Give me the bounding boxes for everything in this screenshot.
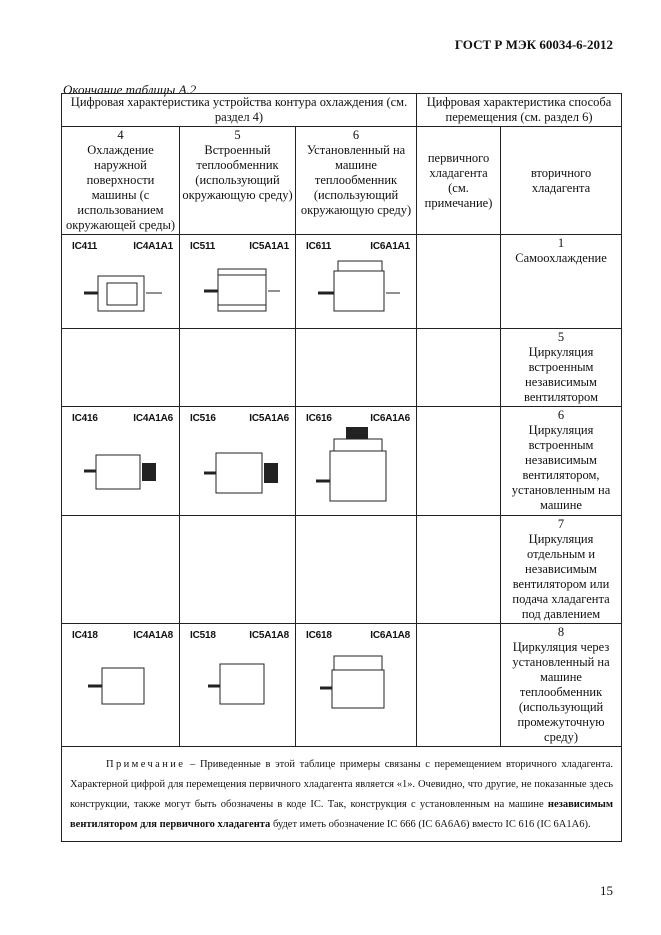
- machine-diagram-icon: [296, 407, 417, 515]
- machine-diagram-icon: [62, 407, 180, 515]
- machine-diagram-icon: [180, 235, 296, 328]
- col-header-secondary: вторичного хладагента: [501, 127, 622, 235]
- cooling-code-table: [61, 93, 622, 842]
- movement-cell: 1 Самоохлаждение: [501, 235, 622, 329]
- table-row: [62, 516, 622, 624]
- note-row: Примечание – Приведенные в этой таблице примеры связаны с перемещением вторичного хладагента. Характерной цифрой для перемещения первичного хладагента является «1». Очевидно, что другие, не показанные здесь конструкции, также могут быть обозначены в коде IC. Так, конструкция с установленным на машине независимым вентилятором для первичного хладагента будет иметь обозначение IC 666 (IC 6A6A6) вместо IC 616 (IC 6A1A6).: [62, 747, 622, 842]
- diagram-cell: IC511 IC5A1A1: [180, 235, 296, 329]
- diagram-cell: IC411 IC4A1A1: [62, 235, 180, 329]
- movement-cell: 5 Циркуляция встроенным независимым вентилятором: [501, 329, 622, 407]
- diagram-cell: IC616 IC6A1A6: [296, 407, 417, 516]
- diagram-cell: IC618 IC6A1A8: [296, 624, 417, 747]
- movement-cell: 7 Циркуляция отдельным и независимым вентилятором или подача хладагента под давлением: [501, 516, 622, 624]
- diagram-cell: IC611 IC6A1A1: [296, 235, 417, 329]
- group-header-movement: Цифровая характеристика способа перемещения (см. раздел 6): [417, 94, 622, 127]
- diagram-cell: IC518 IC5A1A8: [180, 624, 296, 747]
- machine-diagram-icon: [180, 624, 296, 732]
- group-header-circuit: Цифровая характеристика устройства контура охлаждения (см. раздел 4): [62, 94, 417, 127]
- col-header-primary: первичного хладагента (см. примечание): [417, 127, 501, 235]
- movement-cell: 6 Циркуляция встроенным независимым вентилятором, установленным на машине: [501, 407, 622, 516]
- machine-diagram-icon: [296, 624, 417, 732]
- page-number: 15: [600, 883, 613, 898]
- col-header-4: 4 Охлаждение наружной поверхности машины (с использованием окружающей среды): [62, 127, 180, 235]
- note-label: Примечание: [106, 759, 186, 770]
- table-row: [62, 329, 622, 407]
- table-row: [62, 235, 622, 329]
- document-code: ГОСТ Р МЭК 60034-6-2012: [454, 37, 613, 52]
- diagram-cell: IC416 IC4A1A6: [62, 407, 180, 516]
- col-header-5: 5 Встроенный теплообменник (использующий окружающую среду): [180, 127, 296, 235]
- movement-cell: 8 Циркуляция через установленный на машине теплообменник (использующий промежуточную среду): [501, 624, 622, 747]
- table-caption: Окончание таблицы А.2: [63, 82, 197, 97]
- col-header-6: 6 Установленный на машине теплообменник (использующий окружающую среду): [296, 127, 417, 235]
- diagram-cell: IC516 IC5A1A6: [180, 407, 296, 516]
- machine-diagram-icon: [180, 407, 296, 515]
- diagram-cell: IC418 IC4A1A8: [62, 624, 180, 747]
- machine-diagram-icon: [62, 235, 180, 328]
- table-row: [62, 624, 622, 747]
- machine-diagram-icon: [296, 235, 417, 328]
- table-row: [62, 407, 622, 516]
- machine-diagram-icon: [62, 624, 180, 732]
